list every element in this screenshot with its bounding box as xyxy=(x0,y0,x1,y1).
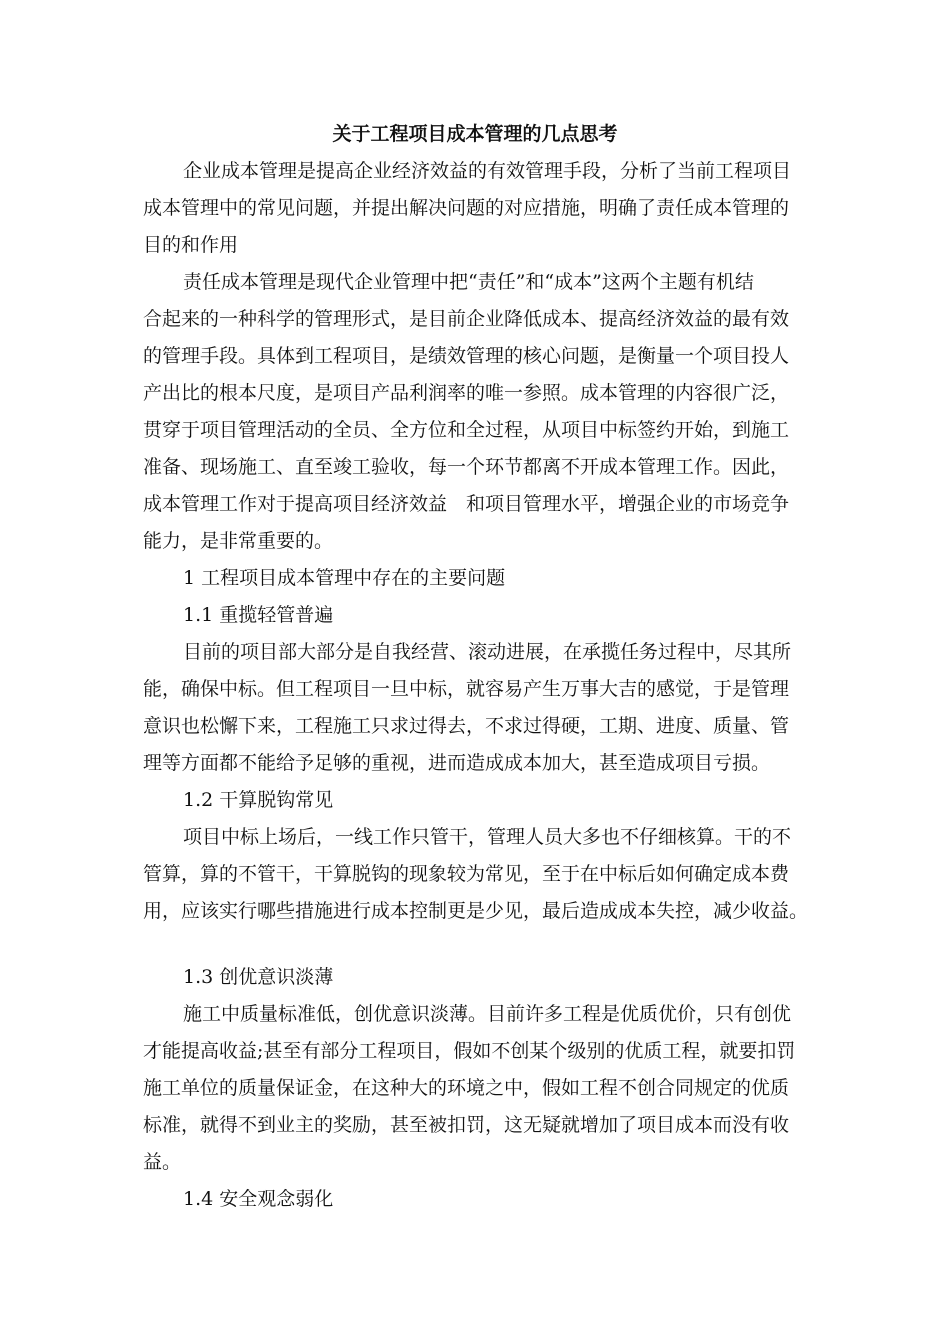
subsection-heading: 1.1 重揽轻管普遍 xyxy=(183,604,334,626)
body-line: 准备、现场施工、直至竣工验收，每一个环节都离不开成本管理工作。因此， xyxy=(143,456,790,478)
body-line: 目的和作用 xyxy=(143,234,239,256)
body-line: 企业成本管理是提高企业经济效益的有效管理手段，分析了当前工程项目 xyxy=(183,160,792,182)
body-line: 目前的项目部大部分是自我经营、滚动进展，在承揽任务过程中，尽其所 xyxy=(183,641,792,663)
body-line: 合起来的一种科学的管理形式，是目前企业降低成本、提高经济效益的最有效 xyxy=(143,308,790,330)
body-line: 责任成本管理是现代企业管理中把“责任”和“成本”这两个主题有机结 xyxy=(183,271,754,293)
subsection-heading: 1.4 安全观念弱化 xyxy=(183,1188,334,1210)
body-line: 能力，是非常重要的。 xyxy=(143,530,334,552)
body-line: 理等方面都不能给予足够的重视，进而造成成本加大，甚至造成项目亏损。 xyxy=(143,752,771,774)
body-line: 意识也松懈下来，工程施工只求过得去，不求过得硬，工期、进度、质量、管 xyxy=(143,715,790,737)
body-line: 能，确保中标。但工程项目一旦中标，就容易产生万事大吉的感觉，于是管理 xyxy=(143,678,790,700)
body-line: 产出比的根本尺度，是项目产品利润率的唯一参照。成本管理的内容很广泛， xyxy=(143,382,790,404)
body-line: 贯穿于项目管理活动的全员、全方位和全过程，从项目中标签约开始，到施工 xyxy=(143,419,790,441)
section-heading: 1 工程项目成本管理中存在的主要问题 xyxy=(183,567,506,589)
body-line: 成本管理工作对于提高项目经济效益 和项目管理水平，增强企业的市场竞争 xyxy=(143,493,790,515)
body-line: 标准，就得不到业主的奖励，甚至被扣罚，这无疑就增加了项目成本而没有收 xyxy=(143,1114,790,1136)
body-line: 益。 xyxy=(143,1151,182,1173)
body-line: 施工单位的质量保证金，在这种大的环境之中，假如工程不创合同规定的优质 xyxy=(143,1077,790,1099)
subsection-heading: 1.3 创优意识淡薄 xyxy=(183,966,334,988)
body-line: 管算，算的不管干，干算脱钩的现象较为常见，至于在中标后如何确定成本费 xyxy=(143,863,790,885)
body-line: 成本管理中的常见问题，并提出解决问题的对应措施，明确了责任成本管理的 xyxy=(143,197,790,219)
body-line: 用，应该实行哪些措施进行成本控制更是少见，最后造成成本失控，减少收益。 xyxy=(143,900,809,922)
body-line: 的管理手段。具体到工程项目，是绩效管理的核心问题，是衡量一个项目投人 xyxy=(143,345,790,367)
body-line: 项目中标上场后，一线工作只管干，管理人员大多也不仔细核算。干的不 xyxy=(183,826,792,848)
subsection-heading: 1.2 干算脱钩常见 xyxy=(183,789,334,811)
body-line: 施工中质量标准低，创优意识淡薄。目前许多工程是优质优价，只有创优 xyxy=(183,1003,792,1025)
document-title: 关于工程项目成本管理的几点思考 xyxy=(332,123,618,145)
body-line: 才能提高收益;甚至有部分工程项目，假如不创某个级别的优质工程，就要扣罚 xyxy=(143,1040,796,1062)
